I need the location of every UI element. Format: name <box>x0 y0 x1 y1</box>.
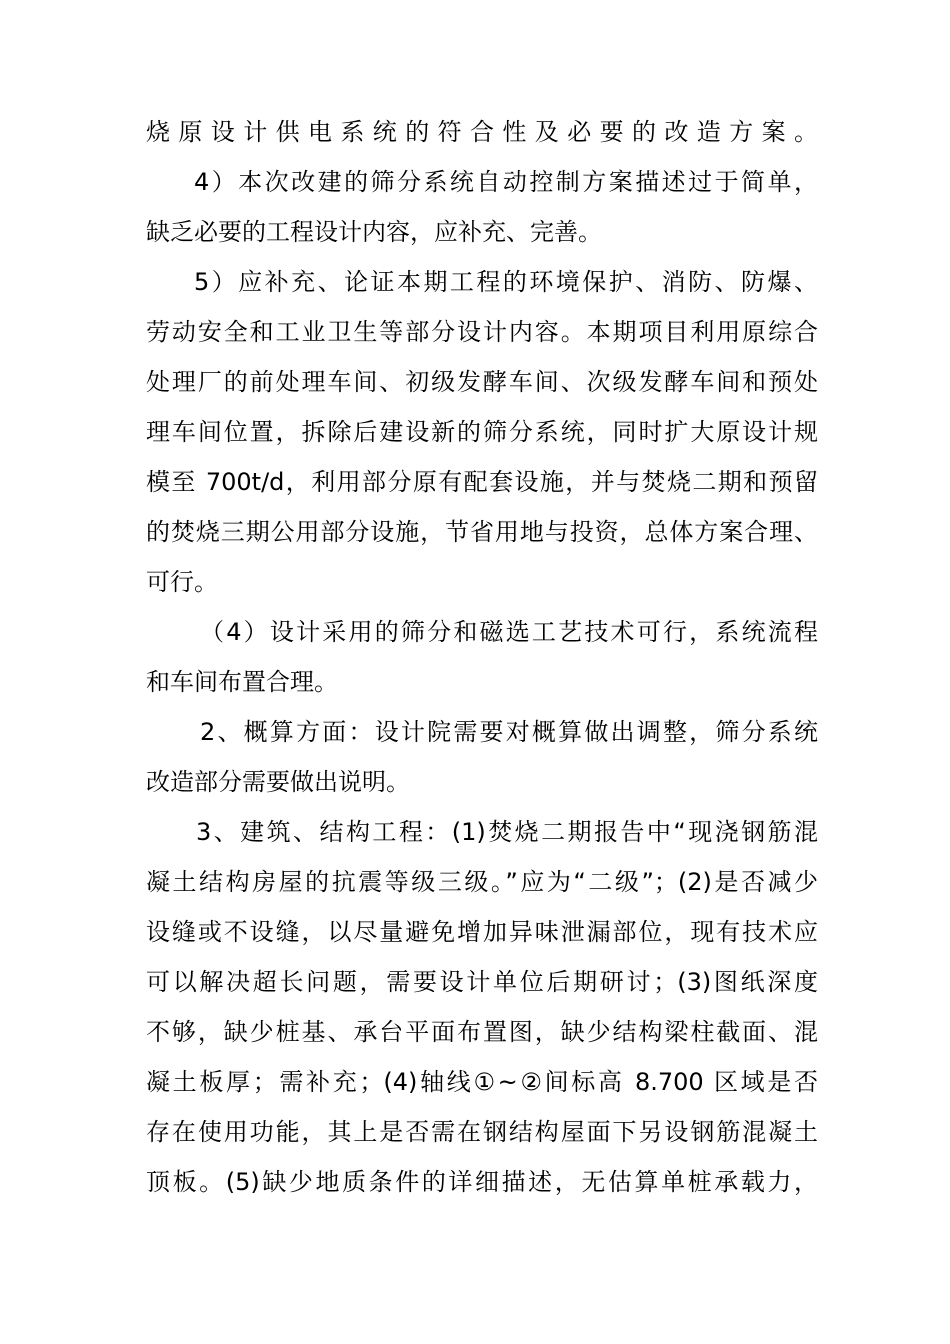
text-line: 的焚烧三期公用部分设施，节省用地与投资，总体方案合理、 <box>146 518 818 546</box>
text-line: 缺乏必要的工程设计内容，应补充、完善。 <box>146 218 602 246</box>
text-line: 模至 700t/d，利用部分原有配套设施，并与焚烧二期和预留 <box>146 468 818 496</box>
text-line: 可以解决超长问题，需要设计单位后期研讨；(3)图纸深度 <box>146 968 818 996</box>
text-line: 不够，缺少桩基、承台平面布置图，缺少结构梁柱截面、混 <box>146 1018 818 1046</box>
text-line: 劳动安全和工业卫生等部分设计内容。本期项目利用原综合 <box>146 318 818 346</box>
text-line: 可行。 <box>146 568 218 596</box>
text-line: 和车间布置合理。 <box>146 668 338 696</box>
text-line: 3、建筑、结构工程：(1)焚烧二期报告中“现浇钢筋混 <box>196 818 818 846</box>
text-line: 改造部分需要做出说明。 <box>146 768 410 796</box>
text-line: 凝土结构房屋的抗震等级三级。”应为“二级”；(2)是否减少 <box>146 868 818 896</box>
text-line: 5）应补充、论证本期工程的环境保护、消防、防爆、 <box>194 268 818 296</box>
text-line: 烧原设计供电系统的符合性及必要的改造方案。 <box>146 118 818 146</box>
text-line: 存在使用功能，其上是否需在钢结构屋面下另设钢筋混凝土 <box>146 1118 818 1146</box>
text-line: 处理厂的前处理车间、初级发酵车间、次级发酵车间和预处 <box>146 368 818 396</box>
text-line: 顶板。(5)缺少地质条件的详细描述，无估算单桩承载力， <box>146 1168 818 1196</box>
text-line: 设缝或不设缝，以尽量避免增加异味泄漏部位，现有技术应 <box>146 918 818 946</box>
text-line: 理车间位置，拆除后建设新的筛分系统，同时扩大原设计规 <box>146 418 818 446</box>
text-line: 2、概算方面：设计院需要对概算做出调整，筛分系统 <box>200 718 818 746</box>
text-line: 4）本次改建的筛分系统自动控制方案描述过于简单， <box>194 168 818 196</box>
text-line: 凝土板厚；需补充；(4)轴线①~②间标高 8.700 区域是否 <box>146 1068 818 1096</box>
text-line: （4）设计采用的筛分和磁选工艺技术可行，系统流程 <box>200 618 818 646</box>
